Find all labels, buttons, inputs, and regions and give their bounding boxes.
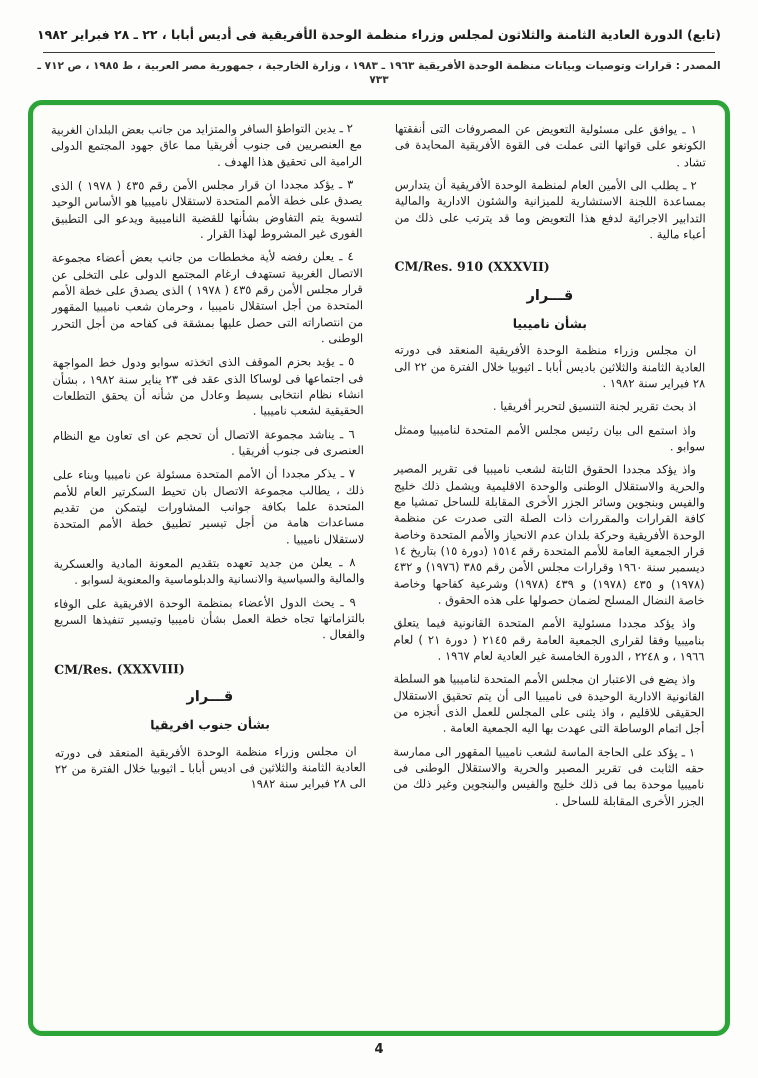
resolution-paragraph: ٢ ـ يدين التواطؤ السافر والمتزايد من جانب بعض البلدان الغربية مع العنصريين فى جنوب أفريقيا مما عاق جهود المجتمع الدولى الرامية الى تحقيق هذا الهدف . xyxy=(50,121,363,169)
resolution-paragraph: ٤ ـ يعلن رفضه لأية مخططات من جانب بعض أعضاء مجموعة الاتصال الغربية تستهدف ارغام المجتمع الدولى على التخلى عن قرار مجلس الأمن رقم ٤٣٥ ( ١٩٧٨ ) الذى يصدق على خطة الأمم المتحدة من أجل استقلال ناميبيا ، وحرمان شعب ناميبيا المقهور من انتصاراته التى حصل عليها بمشقة فى كفاحه من أجل التحرر الوطنى . xyxy=(51,249,364,346)
resolution-paragraph: ان مجلس وزراء منظمة الوحدة الأفريقية المنعقد فى دورته العادية الثامنة والثلاثين فى اديس أبابا ـ اثيوبيا خلال الفترة من ٢٢ الى ٢٨ فبراير سنة ١٩٨٢ xyxy=(54,743,366,792)
text-column-right xyxy=(393,121,706,817)
resolution-code: CM/Res. 910 (XXXVII) xyxy=(394,259,550,275)
header-divider xyxy=(43,52,715,53)
resolution-paragraph: ١ ـ يؤكد على الحاجة الماسة لشعب ناميبيا المقهور الى ممارسة حقه الثابت فى تقرير المصير والحرية والاستقلال الوطنى فى ناميبيا موحدة بما فى ذلك خليج والفيس والبنجوين وغير ذلك من الجزر الأخرى المقابلة للساحل . xyxy=(393,744,705,809)
resolution-title: قـــرار xyxy=(526,288,574,305)
resolution-title: قـــرار xyxy=(186,689,234,706)
page-number: 4 xyxy=(374,1042,384,1058)
resolution-paragraph: ٧ ـ يذكر مجددا أن الأمم المتحدة مسئولة عن ناميبيا وبناء على ذلك ، يطالب مجموعة الاتصال بان تحيط السكرتير العام للأمم المتحدة علما بكافة جوانب المشاورات ليتمكن من تقديم مساعدات هامة من أجل تيسير تطبيق خطة الأمم المتحدة لاستقلال ناميبيا . xyxy=(52,466,365,547)
resolution-paragraph: ٢ ـ يطلب الى الأمين العام لمنظمة الوحدة الأفريقية أن يتدارس بمساعدة اللجنة الاستشارية للميزانية والشئون الادارية والمالية التدابير الاجرائية لدفع هذا التعويض وما قد يترتب على ذلك من أعباء مالية . xyxy=(394,177,706,242)
document-frame xyxy=(28,100,730,1036)
text-column-left xyxy=(51,120,366,817)
resolution-paragraph: اذ بحث تقرير لجنة التنسيق لتحرير أفريقيا . xyxy=(492,399,697,414)
resolution-paragraph: واذ يؤكد مجددا الحقوق الثابتة لشعب ناميبيا فى تقرير المصير والحرية والاستقلال الوطنى والوحدة الاقليمية ويشمل ذلك خليج والفيس وبنجوين وسائر الجزر الأخرى المقابلة للساحل تمشيا مع كافة القرارات والمقررات ذات الصلة التى صدرت عن منظمة الوحدة الأفريقية وحركة بلدان عدم الانحياز والأمم المتحدة وخاصة قرار الجمعية العامة للأمم المتحدة رقم ١٥١٤ (دورة ١٥) بتاريخ ١٤ ديسمبر سنة ١٩٦٠ وقرارات مجلس الأمن رقم ٣٨٥ (١٩٧٦) و ٤٣٢ (١٩٧٨) و ٤٣٥ (١٩٧٨) و ٤٣٩ (١٩٧٨) وشرعية كفاحها وخاصة خاصة النضال المسلح لضمان حصولها على هذه الحقوق . xyxy=(393,462,705,608)
document-title: (تابع) الدورة العادية الثامنة والثلاثون لمجلس وزراء منظمة الوحدة الأفريقية فى أديس أبابا ، ٢٢ ـ ٢٨ فبراير ١٩٨٢ xyxy=(36,27,722,42)
resolution-subject: بشأن جنوب افريقيا xyxy=(150,716,270,733)
resolution-paragraph: ٥ ـ يؤيد بحزم الموقف الذى اتخذته سوابو ودول خط المواجهة فى اجتماعها فى لوساكا الذى عقد فى ٢٣ يناير سنة ١٩٨٢ ، بشأن انشاء نظام انتخابى بسيط وعادل من شأنه أن يحقق التطلعات الحقيقية لشعب ناميبيا . xyxy=(52,354,364,419)
resolution-paragraph: ٣ ـ يؤكد مجددا ان قرار مجلس الأمن رقم ٤٣٥ ( ١٩٧٨ ) الذى يصدق على خطة الأمم المتحدة لاستقلال ناميبيا هو الأساس الوحيد لتسوية يتم التفاوض بشأنها للقضية الناميبية ويدعو الى التطبيق الفورى غير المشروط لهذا القرار . xyxy=(51,177,363,242)
resolution-paragraph: ١ ـ يوافق على مسئولية التعويض عن المصروفات التى أنفقتها الكونغو على قواتها التى عملت فى القوة الأفريقية المحايدة فى تشاد . xyxy=(394,121,706,170)
resolution-paragraph: واذ يؤكد مجددا مسئولية الأمم المتحدة القانونية فيما يتعلق بناميبيا وفقا لقرارى الجمعية العامة رقم ٢١٤٥ ( دورة ٢١ ) لعام ١٩٦٦ ، و ٢٢٤٨ ، الدورة الخامسة غير العادية لعام ١٩٦٧ . xyxy=(393,616,705,664)
page-header xyxy=(29,0,729,88)
resolution-paragraph: واذ يضع فى الاعتبار ان مجلس الأمم المتحدة لناميبيا هو السلطة القانونية الادارية الوحيدة فى ناميبيا الى أن يتم تحقيق الاستقلال الحقيقى للاقليم ، واذ يثنى على المجلس للعمل الذى أنجزه من أجل اتمام الوساطة التى عهدت بها اليه الجمعية العامة . xyxy=(393,671,705,736)
resolution-paragraph: ٦ ـ يناشد مجموعة الاتصال أن تحجم عن اى تعاون مع النظام العنصرى فى جنوب أفريقيا . xyxy=(52,426,364,458)
resolution-paragraph: ان مجلس وزراء منظمة الوحدة الأفريقية المنعقد فى دورته العادية الثامنة والثلاثين باديس أبابا ـ اثيوبيا خلال الفترة من ٢٢ الى ٢٨ فبراير سنة ١٩٨٢ . xyxy=(394,343,706,391)
resolution-paragraph: واذ استمع الى بيان رئيس مجلس الأمم المتحدة لناميبيا وممثل سوابو . xyxy=(394,422,706,454)
two-column-layout xyxy=(50,121,706,816)
resolution-subject: بشأن ناميبيا xyxy=(512,315,588,331)
resolution-paragraph: ٩ ـ يحث الدول الأعضاء بمنظمة الوحدة الافريقية على الوفاء بالتزاماتها تجاه خطة العمل بشأن ناميبيا وتيسير تنفيذها السريع والفعال . xyxy=(53,594,366,642)
source-citation: المصدر : قرارات وتوصيات وبيانات منظمة الوحدة الأفريقية ١٩٦٣ ـ ١٩٨٣ ، وزارة الخارجية ، جمهورية مصر العربية ، ط ١٩٨٥ ، ص ٧١٢ ـ ٧٣٣ xyxy=(37,59,721,87)
resolution-paragraph: ٨ ـ يعلن من جديد تعهده بتقديم المعونة المادية والعسكرية والمالية والسياسية والانسانية والدبلوماسية والمعنوية لسوابو . xyxy=(53,555,365,588)
resolution-code: CM/Res. (XXXVIII) xyxy=(54,660,185,677)
